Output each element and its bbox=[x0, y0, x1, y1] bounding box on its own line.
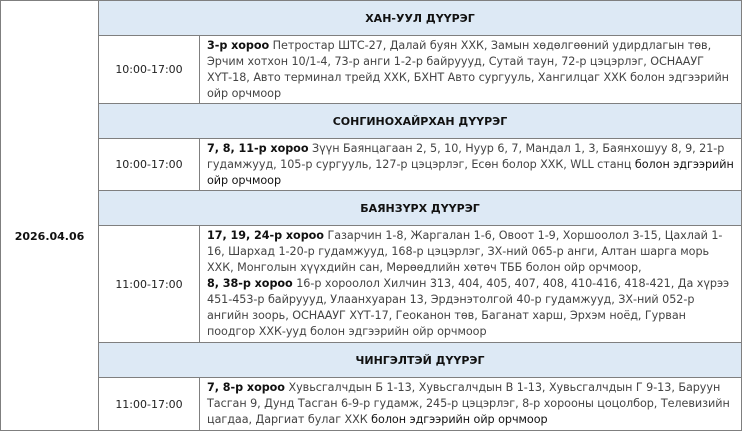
khoroo-label: 7, 8-р хороо bbox=[207, 381, 285, 394]
area-description bbox=[200, 139, 742, 191]
time-cell: 10:00-17:00 bbox=[99, 139, 200, 191]
area-tail-text: болон эдгээрийн ойр орчмоор bbox=[371, 413, 548, 426]
area-text: Газарчин 1-8, Жаргалан 1-6, Овоот 1-9, Хоршоолол 3-15, Цахлай 1-16, Шархад 1-20-р гудамжууд, 168-р цэцэрлэг, ЗХ-ний 065-р анги, Алтан шарга морь ХХК, Монголын хүүхдийн сан, Мөрөөдлийн хөтөч ТББ болон ойр орчмоор, bbox=[207, 229, 723, 274]
khoroo-label: 17, 19, 24-р хороо bbox=[207, 229, 324, 242]
khoroo-label: 7, 8, 11-р хороо bbox=[207, 141, 309, 155]
area-description bbox=[200, 36, 742, 104]
time-cell: 11:00-17:00 bbox=[99, 226, 200, 343]
area-text: Хувьсгалчдын Б 1-13, Хувьсгалчдын В 1-13, Хувьсгалчдын Г 9-13, Баруун Тасган 9, Дунд Тасган 6-9-р гудамж, 245-р цэцэрлэг, 8-р хорооны цоцолбор, Телевизийн цагдаа, Даргиат булаг ХХК bbox=[207, 381, 730, 426]
district-header-khan-uul: ХАН-УУЛ ДҮҮРЭГ bbox=[99, 1, 742, 36]
area-text: Петростар ШТС-27, Далай буян ХХК, Замын хөдөлгөөний удирдлагын төв, Эрчим хотхон 10/1-4, 73-р анги 1-2-р байруууд, Сутай таун, 72-р цэцэрлэг, ОСНААУГ ХҮТ-18, Авто терминал трейд ХХК, БХНТ Авто сургууль, Хангилцаг ХХК болон эдгээрийн ойр орчмоор bbox=[207, 38, 729, 100]
khoroo-label: 3-р хороо bbox=[207, 38, 270, 52]
time-cell: 10:00-17:00 bbox=[99, 36, 200, 104]
district-header-chingeltei: ЧИНГЭЛТЭЙ ДҮҮРЭГ bbox=[99, 343, 742, 378]
area-description bbox=[200, 226, 742, 343]
time-cell: 11:00-17:00 bbox=[99, 378, 200, 431]
area-tail-text: болон эдгээрийн ойр орчмоор bbox=[207, 157, 734, 187]
area-description bbox=[200, 378, 742, 431]
district-header-songinokhairkhan: СОНГИНОХАЙРХАН ДҮҮРЭГ bbox=[99, 104, 742, 139]
district-header-bayanzurkh: БАЯНЗҮРХ ДҮҮРЭГ bbox=[99, 191, 742, 226]
date-cell: 2026.04.06 bbox=[1, 1, 99, 431]
area-text: Зүүн Баянцагаан 2, 5, 10, Нуур 6, 7, Мандал 1, 3, Баянхошуу 8, 9, 21-р гудамжууд, 105-р сургууль, 127-р цэцэрлэг, Есөн болор ХХК, WLL станц bbox=[207, 141, 725, 171]
khoroo-label: 8, 38-р хороо bbox=[207, 277, 293, 290]
area-text: 16-р хороолол Хилчин 313, 404, 405, 407, 408, 410-416, 418-421, Да хүрээ 451-453-р байруууд, Улаанхуаран 13, Эрдэнэтолгой 40-р гудамжууд, ЗХ-ний 052-р ангийн зоорь, ОСНААУГ ХҮТ-17, Геоканон төв, Баганат харш, Эрхэм ноёд, Гурван поодгор ХХК-ууд болон эдгээрийн ойр орчмоор bbox=[207, 277, 730, 338]
